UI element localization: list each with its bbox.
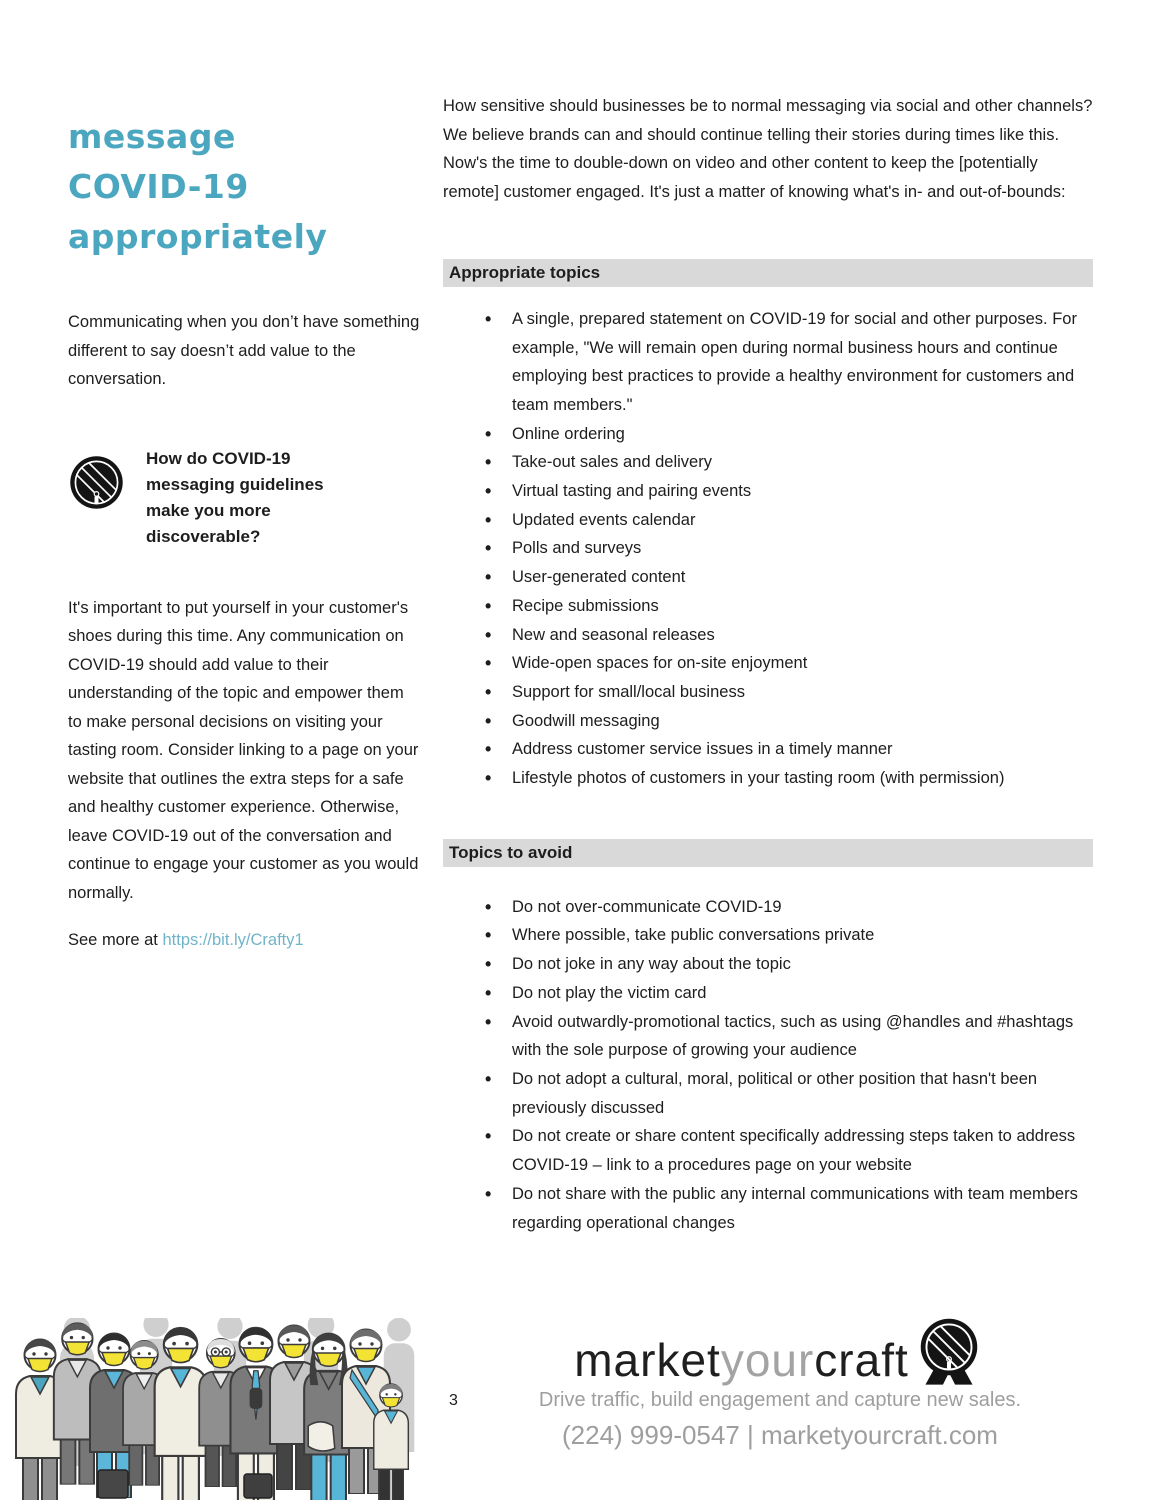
list-item: • Do not share with the public any internal communications with team members regarding operational changes: [443, 1180, 1093, 1237]
barrel-icon: [68, 454, 125, 516]
left-body-paragraph: It's important to put yourself in your customer's shoes during this time. Any communication on COVID-19 should add value to their understanding of the topic and empower them to make personal decisions on visiting your tasting room. Consider linking to a page on your website that outlines the extra steps for a safe and healthy customer experience. Otherwise, leave COVID-19 out of the conversation and continue to engage your customer as you would normally.: [68, 598, 419, 902]
logo-word-market: market: [574, 1334, 721, 1386]
barrel-icon: [912, 1316, 986, 1386]
list-item: • New and seasonal releases: [443, 621, 1093, 650]
callout-question: How do COVID-19 messaging guidelines make you more discoverable?: [146, 448, 324, 546]
see-more-prefix: See more at: [68, 931, 163, 949]
left-intro-paragraph: Communicating when you don’t have something different to say doesn’t add value to the conversation.: [68, 313, 420, 388]
list-item: • Online ordering: [443, 420, 1093, 449]
list-item: • Recipe submissions: [443, 592, 1093, 621]
list-item: • Do not over-communicate COVID-19: [443, 893, 1093, 922]
logo-wordmark: [574, 1336, 909, 1384]
appropriate-topics-list: [443, 305, 1093, 793]
section-header-appropriate-topics: Appropriate topics: [443, 259, 1093, 287]
list-item: • Wide-open spaces for on-site enjoyment: [443, 649, 1093, 678]
see-more-line: [68, 926, 420, 955]
list-item: • Goodwill messaging: [443, 707, 1093, 736]
logo-word-your: your: [720, 1334, 815, 1386]
list-item: • User-generated content: [443, 563, 1093, 592]
list-item: • Polls and surveys: [443, 534, 1093, 563]
brand-logo: [470, 1316, 1090, 1384]
list-item: • Where possible, take public conversations private: [443, 921, 1093, 950]
list-item: • Do not create or share content specifically addressing steps taken to address COVID-19 – link to a procedures page on your website: [443, 1122, 1093, 1179]
list-item: • A single, prepared statement on COVID-19 for social and other purposes. For example, "We will remain open during normal business hours and continue employing best practices to provide a healthy environment for customers and team members.": [443, 305, 1093, 420]
list-item: • Virtual tasting and pairing events: [443, 477, 1093, 506]
list-item: • Lifestyle photos of customers in your tasting room (with permission): [443, 764, 1093, 793]
right-intro-paragraph: How sensitive should businesses be to normal messaging via social and other channels? We believe brands can and should continue telling their stories during times like this. Now's the time to double-down on video and other content to keep the [potentially remote] customer engaged. It's just a matter of knowing what's in- and out-of-bounds:: [443, 97, 1093, 202]
list-item: • Support for small/local business: [443, 678, 1093, 707]
masked-crowd-illustration: [6, 1318, 420, 1500]
right-column: [443, 92, 1093, 1237]
crafty-link[interactable]: https://bit.ly/Crafty1: [162, 931, 304, 949]
footer-contact: (224) 999-0547 | marketyourcraft.com: [562, 1420, 998, 1450]
list-item: • Take-out sales and delivery: [443, 448, 1093, 477]
logo-word-craft: craft: [814, 1334, 909, 1386]
topics-to-avoid-list: [443, 893, 1093, 1237]
footer: [470, 1316, 1090, 1451]
list-item: • Avoid outwardly-promotional tactics, such as using @handles and #hashtags with the sole purpose of growing your audience: [443, 1008, 1093, 1065]
callout-block: [68, 446, 420, 550]
list-item: • Do not play the victim card: [443, 979, 1093, 1008]
page-title: message COVID-19 appropriately: [68, 117, 328, 256]
section-header-topics-to-avoid: Topics to avoid: [443, 839, 1093, 867]
left-column: [68, 112, 420, 955]
page-number: 3: [449, 1392, 458, 1409]
footer-tagline: Drive traffic, build engagement and capture new sales.: [538, 1389, 1022, 1411]
list-item: • Address customer service issues in a timely manner: [443, 735, 1093, 764]
list-item: • Do not joke in any way about the topic: [443, 950, 1093, 979]
list-item: • Do not adopt a cultural, moral, political or other position that hasn't been previously discussed: [443, 1065, 1093, 1122]
list-item: • Updated events calendar: [443, 506, 1093, 535]
